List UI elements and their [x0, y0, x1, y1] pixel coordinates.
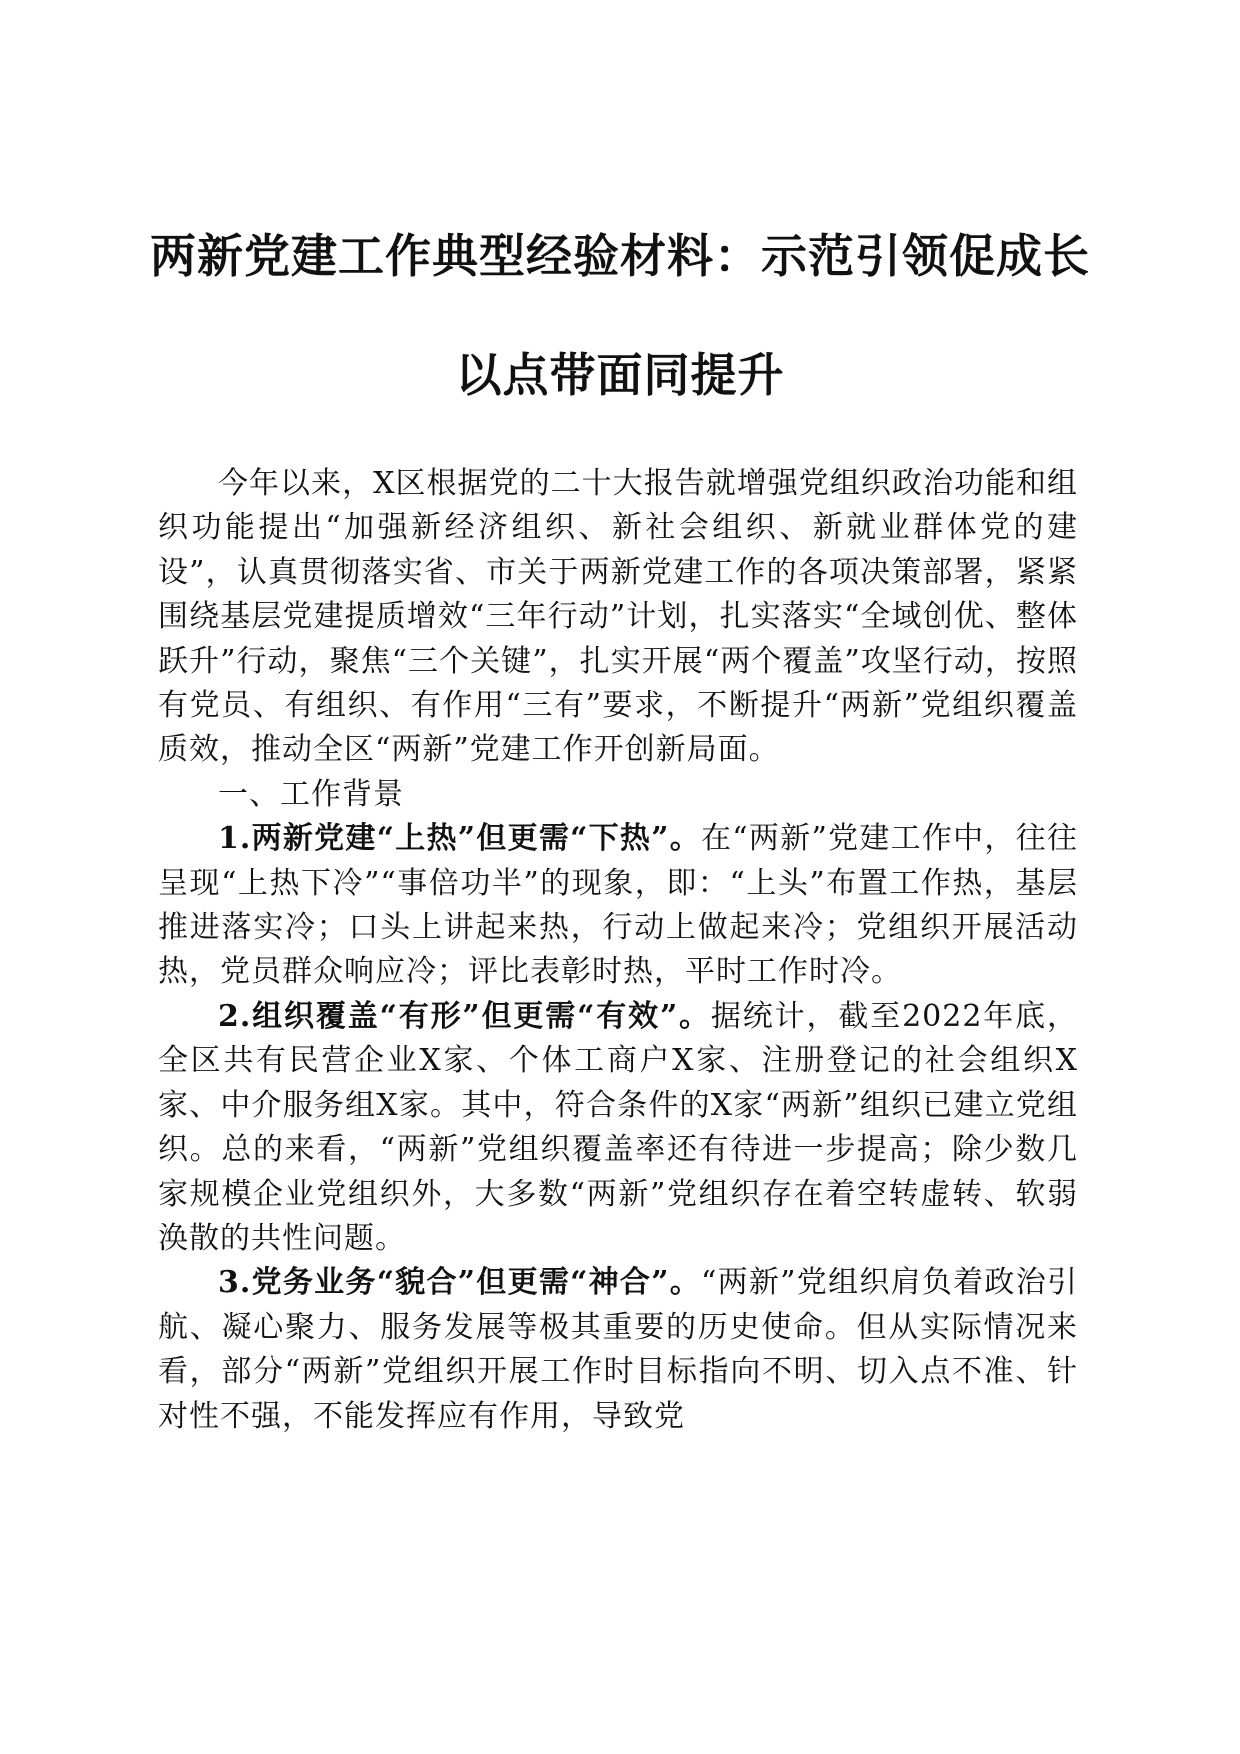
item-text: 据统计，截至2022年底，全区共有民营企业X家、个体工商户X家、注册登记的社会组织X家、中介服务组X家。其中，符合条件的X家“两新”组织已建立党组织。总的来看，“两新”党组织覆盖率还有待进一步提高；除少数几家规模企业党组织外，大多数“两新”党组织存在着空转虚转、软弱涣散的共性问题。: [158, 998, 1078, 1256]
section-heading: 一、工作背景: [218, 776, 404, 812]
item-lead: 1.两新党建“上热”但更需“下热”。: [218, 821, 702, 857]
list-item: [158, 995, 1078, 1261]
intro-paragraph: 今年以来，X区根据党的二十大报告就增强党组织政治功能和组织功能提出“加强新经济组织、新社会组织、新就业群体党的建设”，认真贯彻落实省、市关于两新党建工作的各项决策部署，紧紧围绕基层党建提质增效“三年行动”计划，扎实落实“全域创优、整体跃升”行动，聚焦“三个关键”，扎实开展“两个覆盖”攻坚行动，按照有党员、有组织、有作用“三有”要求，不断提升“两新”党组织覆盖质效，推动全区“两新”党建工作开创新局面。: [158, 466, 1078, 768]
item-text: 在“两新”党建工作中，往往呈现“上热下冷”“事倍功半”的现象，即：“上头”布置工作热，基层推进落实冷；口头上讲起来热，行动上做起来冷；党组织开展活动热，党员群众响应冷；评比表彰时热，平时工作时冷。: [158, 821, 1078, 990]
document-body: [158, 462, 1078, 1439]
document-title-line-2: 以点带面同提升: [455, 348, 785, 402]
item-lead: 3.党务业务“貌合”但更需“神合”。: [218, 1265, 702, 1301]
item-text: “两新”党组织肩负着政治引航、凝心聚力、服务发展等极其重要的历史使命。但从实际情况来看，部分“两新”党组织开展工作时目标指向不明、切入点不准、针对性不强，不能发挥应有作用，导致党: [158, 1265, 1078, 1434]
document-title-line-1: 两新党建工作典型经验材料：示范引领促成长: [150, 229, 1090, 283]
list-item: [158, 1261, 1078, 1439]
list-item: [158, 817, 1078, 995]
item-lead: 2.组织覆盖“有形”但更需“有效”。: [218, 998, 711, 1034]
